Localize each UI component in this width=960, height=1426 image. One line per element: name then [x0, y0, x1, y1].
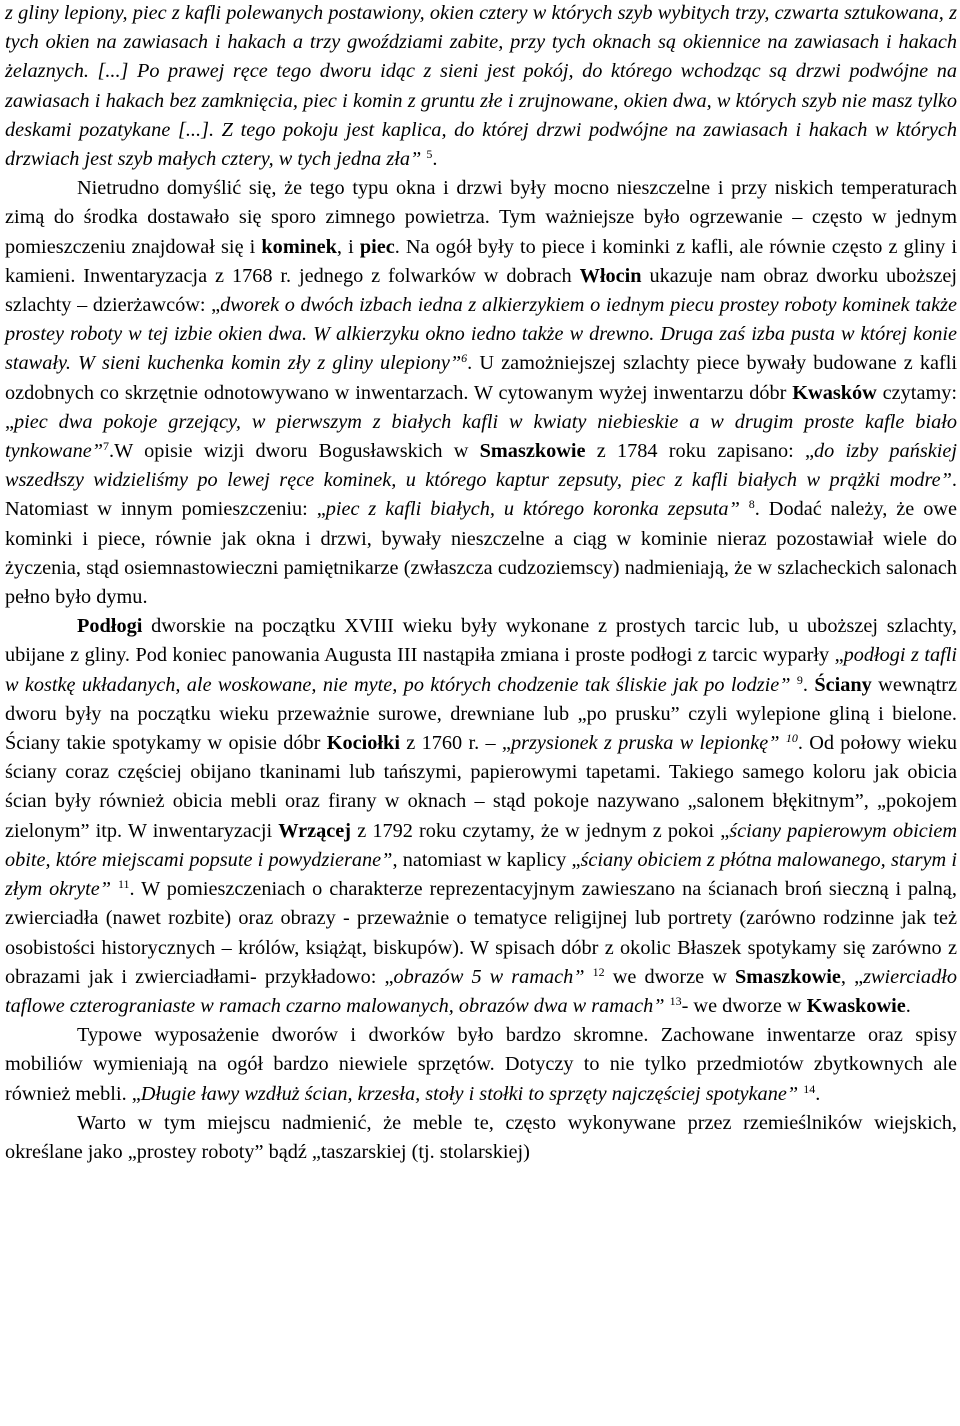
footnote-ref: 8	[748, 497, 755, 512]
body-text: we dworze w	[604, 965, 735, 988]
bold-term: Kwaskowie	[806, 994, 906, 1017]
paragraph	[5, 612, 957, 1021]
bold-term: Kwasków	[792, 381, 877, 404]
body-text: . Od połowy wieku ściany coraz częściej obijano tkaninami lub tańszymi, papierowymi tapetami. Takiego samego koloru jak obicia ścian były również obicia mebli oraz firany w oknach – stąd pokoje nazywano „salonem błękitnym”, „pokojem zielonym” itp. W inwentaryzacji	[5, 732, 958, 842]
body-text: z 1792 roku czytamy, że w jednym z pokoi „	[351, 819, 730, 842]
document-page	[5, 0, 957, 1167]
footnote-ref: 11	[117, 877, 130, 892]
bold-term: Smaszkowie	[479, 440, 586, 463]
body-text: , natomiast w kaplicy „	[392, 848, 581, 871]
body-text: . Dodać należy, że owe kominki i piece, równie jak okna i drzwi, bywały nieszczelne a ciąg w kominie nieraz pozostawiał wiele do życzenia, stąd osiemnastowieczni pamiętnikarze (zwłaszcza cudzoziemscy) nadmieniają, że w szlacheckich salonach pełno było dymu.	[5, 498, 957, 609]
paragraph	[5, 1109, 957, 1167]
body-text: Typowe wyposażenie dworów i dworków było bardzo skromne. Zachowane inwentarze oraz spisy mobiliów wymieniają na ogół bardzo niewiele sprzętów. Dotyczy to nie tylko przedmiotów zbytkownych ale również mebli. „	[5, 1024, 957, 1105]
body-text	[585, 966, 593, 988]
paragraph	[5, 1021, 957, 1109]
body-text: , „	[840, 965, 864, 988]
quotation-text: do izby pańskiej wszedłszy widzieliśmy po lewej ręce kominek, u którego kaptur zepsuty, piec z kafli białych w prążki modre”	[5, 440, 958, 492]
body-text: Warto w tym miejscu nadmienić, że meble te, często wykonywane przez rzemieślników wiejskich, określane jako „prostey roboty” bądź „taszarskiej (tj. stolarskiej)	[5, 1111, 957, 1163]
quotation-text: zwierciadło taflowe czterograniaste w ramach czarno malowanych, obrazów dwa w ramach”	[5, 965, 957, 1017]
bold-term: Ściany	[814, 673, 872, 696]
body-text: . W pomieszczeniach o charakterze reprezentacyjnym zawieszano na ścianach broń sieczną i palną, zwierciadła (nawet rozbite) oraz obrazy - przeważnie o tematyce religijnej lub portrety (zarówno rodzinne jak też osobistości historycznych – królów, książąt, biskupów). W spisach dóbr z okolic Błaszek spotykamy się zarówno z obrazami jak i zwierciadłami- przykładowo: „	[5, 878, 957, 988]
body-text: z 1784 roku zapisano: „	[585, 440, 815, 463]
footnote-ref: 6	[461, 351, 468, 366]
body-text: .W opisie wizji dworu Bogusławskich w	[109, 440, 480, 463]
bold-term: Smaszkowie	[735, 965, 841, 988]
bold-term: Wrzącej	[278, 819, 352, 842]
footnote-ref: 10	[785, 731, 798, 746]
body-text: .	[815, 1082, 821, 1105]
body-text: ukazuje nam obraz dworku uboższej szlachty – dzierżawców: „	[5, 264, 957, 317]
footnote-ref: 12	[592, 964, 605, 979]
quotation-text: dworek o dwóch izbach iedna z alkierzykiem o iednym piecu prostey roboty kominek także prostey roboty w tej izbie okien dwa. W alkierzyku okno iedno także w drewno. Druga zaś izba pusta w której konie stawały. W sieni kuchenka komin zły z gliny ulepiony”	[5, 294, 957, 375]
paragraph	[5, 0, 957, 174]
quotation-text: podłogi z tafli w kostkę układanych, ale woskowane, nie myte, po których chodzenie tak śliskie jak po lodzie”	[5, 644, 958, 696]
body-text: . U zamożniejszej szlachty piece bywały budowane z kafli ozdobnych co skrzętnie odnotowywano w inwentarzach. W cytowanym wyżej inwentarzu dóbr	[5, 352, 957, 404]
body-text: . Natomiast w innym pomieszczeniu: „	[5, 469, 957, 521]
body-text: dworskie na początku XVIII wieku były wykonane z prostych tarcic lub, u uboższej szlachty, ubijane z gliny. Pod koniec panowania Augusta III nastąpiła zmiana i proste podłogi z tarcic wyparły „	[5, 615, 957, 667]
body-text: Nietrudno domyślić się, że tego typu okna i drzwi były mocno nieszczelne i przy niskich temperaturach zimą do środka dostawało się sporo zimnego powietrza. Tym ważniejsze było ogrzewanie – często w jednym pomieszczeniu znajdował się i	[5, 177, 957, 258]
footnote-ref: 7	[103, 439, 110, 454]
footnote-ref: 5	[426, 147, 433, 162]
bold-term: piec	[359, 235, 395, 258]
footnote-ref: 14	[803, 1081, 816, 1096]
quotation-text: Długie ławy wzdłuż ścian, krzesła, stoły i stołki to sprzęty najczęściej spotykane”	[140, 1082, 799, 1105]
body-text: - we dworze w	[681, 994, 807, 1017]
body-text: wewnątrz dworu były na początku wieku przeważnie surowe, drewniane lub „po prusku” czyli wylepione gliną i bielone. Ściany takie spotykamy w opisie dóbr	[5, 673, 958, 755]
quotation-text: ściany papierowym obiciem obite, które miejscami popsute i powydzierane”	[5, 819, 958, 871]
body-text	[111, 878, 118, 900]
body-text: czytamy: „	[5, 381, 957, 433]
bold-term: Podłogi	[77, 615, 143, 638]
body-text: z 1760 r. – „	[399, 732, 511, 755]
body-text	[740, 498, 749, 520]
quotation-text: piec dwa pokoje grzejący, w pierwszym z białych kafli w kwiaty niebieskie a w drugim proste kafle biało tynkowane”	[5, 410, 957, 463]
body-text: .	[905, 994, 911, 1017]
bold-term: kominek	[261, 235, 337, 258]
footnote-ref: 13	[669, 993, 682, 1008]
quotation-text: z gliny lepiony, piec z kafli polewanych postawiony, okien cztery w których szyb wybitych trzy, czwarta sztukowana, z tych okien na zawiasach i hakach a trzy gwoździami zabite, przy tych oknach są okiennice na zawiasach i hakach żelaznych. [...] Po prawej ręce tego dworu idąc z sieni jest pokój, do którego wchodząc są drzwi podwójne na zawiasach i hakach bez zamknięcia, piec i komin z gruntu złe i zrujnowane, okien dwa, w których szyb nie masz tylko deskami pozatykane [...]. Z tego pokoju jest kaplica, do której drzwi podwójne na zawiasach i hakach w których drzwiach jest szyb małych cztery, w tych jedna zła”	[5, 2, 957, 171]
quotation-text: ściany obiciem z płótna malowanego, starym i złym okryte”	[5, 848, 957, 901]
body-text: .	[432, 148, 438, 171]
bold-term: Kociołki	[326, 732, 400, 755]
body-text: .	[802, 673, 815, 696]
body-text: , i	[336, 235, 360, 258]
quotation-text: piec z kafli białych, u którego koronka zepsuta”	[325, 498, 740, 521]
bold-term: Włocin	[579, 264, 642, 287]
body-text: . Na ogół były to piece i kominki z kafli, ale równie często z gliny i kamieni. Inwentaryzacja z 1768 r. jednego z folwarków w dobrach	[5, 235, 957, 287]
quotation-text: przysionek z pruska w lepionkę”	[510, 732, 780, 755]
quotation-text: obrazów 5 w ramach”	[393, 965, 585, 988]
paragraph	[5, 174, 957, 612]
footnote-ref: 9	[796, 672, 803, 687]
